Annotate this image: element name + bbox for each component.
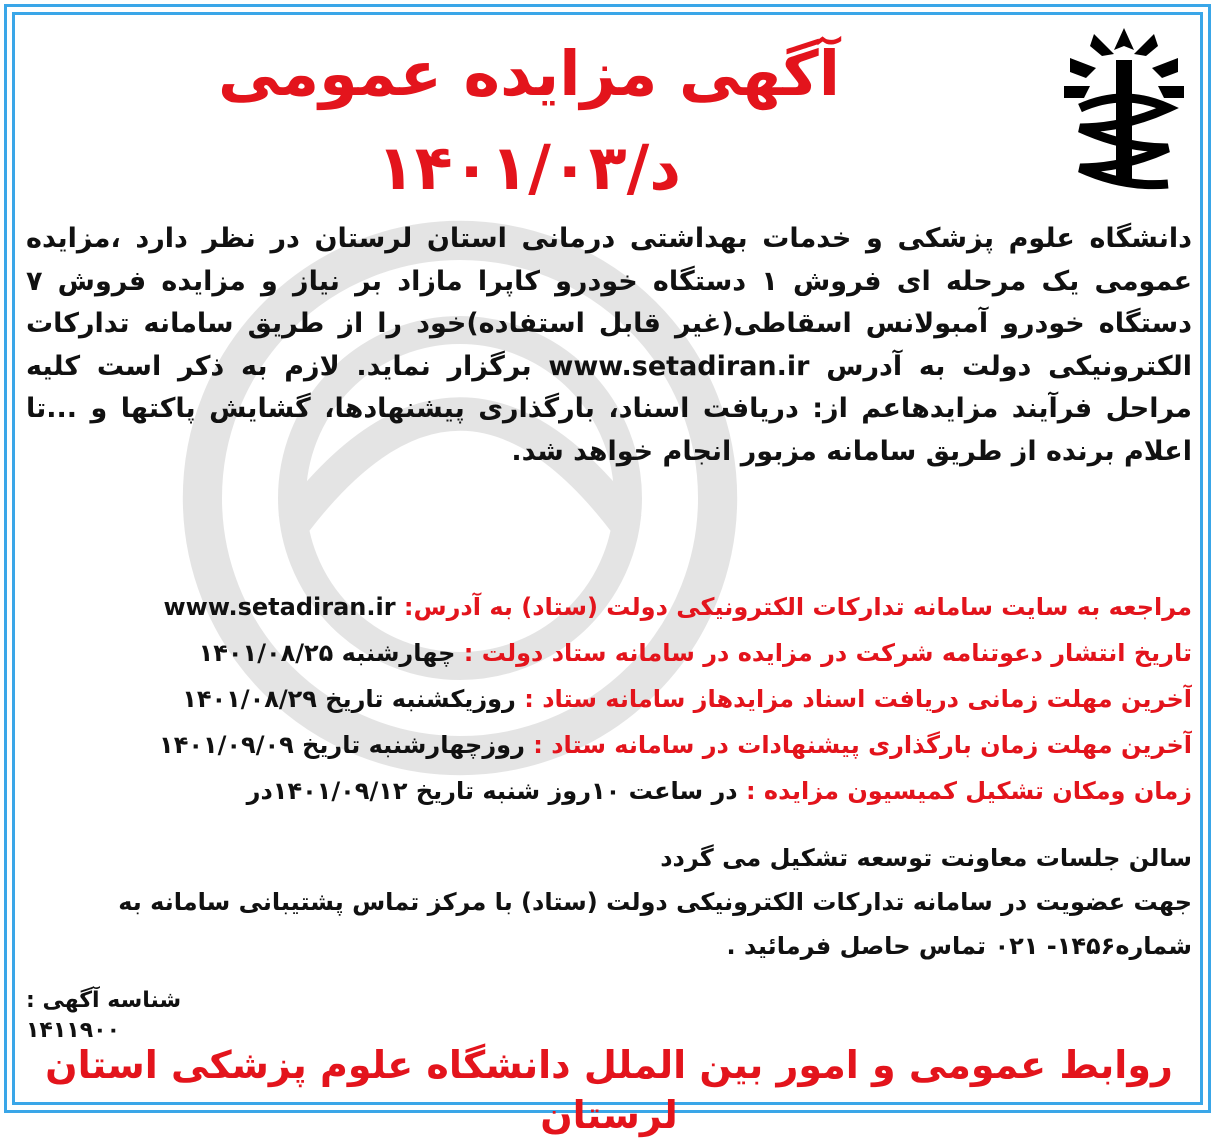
info-value: در ساعت ۱۰روز شنبه تاریخ ۱۴۰۱/۰۹/۱۲در: [246, 777, 738, 805]
info-value: روزیکشنبه تاریخ ۱۴۰۱/۰۸/۲۹: [182, 685, 516, 713]
ad-body: [26, 218, 1192, 473]
body-intro: دانشگاه علوم پزشکی و خدمات بهداشتی درمانی استان لرستان در نظر دارد ،مزایده عمومی یک مرحله ای فروش ۱ دستگاه خودرو کاپرا مازاد بر نیاز و مزایده فروش ۷ دستگاه خودرو آمبولانس اسقاطی(غیر قابل استفاده)خود را از طریق سامانه تدارکات الکترونیکی دولت به آدرس: [26, 223, 1193, 382]
info-website-link[interactable]: www.setadiran.ir: [163, 593, 396, 621]
membership-note: جهت عضویت در سامانه تدارکات الکترونیکی دولت (ستاد) با مرکز تماس پشتیبانی سامانه به شماره۱۴۵۶- ۰۲۱ تماس حاصل فرمائید .: [118, 888, 1192, 960]
info-label: زمان ومکان تشکیل کمیسیون مزایده :: [745, 777, 1192, 805]
ad-id-value: ۱۴۱۱۹۰۰: [26, 1018, 120, 1043]
publisher-footer: روابط عمومی و امور بین الملل دانشگاه علوم پزشکی استان لرستان: [45, 1043, 1173, 1137]
info-label: آخرین مهلت زمان بارگذاری پیشنهادات در سامانه ستاد :: [533, 731, 1192, 759]
advertisement: [20, 18, 1198, 1137]
ad-id: [26, 986, 306, 1046]
info-value: چهارشنبه ۱۴۰۱/۰۸/۲۵: [198, 639, 456, 667]
info-upload-deadline: [26, 722, 1192, 768]
info-commission-time: [26, 768, 1192, 814]
info-label: آخرین مهلت زمانی دریافت اسناد مزایدهاز سامانه ستاد :: [524, 685, 1192, 713]
info-value: روزچهارشنبه تاریخ ۱۴۰۱/۰۹/۰۹: [159, 731, 525, 759]
university-emblem-icon: [1060, 24, 1188, 194]
extra-notes: [26, 836, 1192, 968]
body-website-link[interactable]: www.setadiran.ir: [548, 350, 810, 382]
info-list: [26, 584, 1192, 814]
ad-title: آگهی مزایده عمومی: [218, 37, 840, 110]
ad-number: د/۱۴۰۱/۰۳: [376, 131, 682, 204]
info-document-deadline: [26, 676, 1192, 722]
commission-location: سالن جلسات معاونت توسعه تشکیل می گردد: [660, 844, 1192, 872]
info-publish-date: [26, 630, 1192, 676]
info-label: مراجعه به سایت سامانه تدارکات الکترونیکی دولت (ستاد) به آدرس:: [403, 593, 1192, 621]
body-details: برگزار نماید. لازم به ذکر است کلیه مراحل فرآیند مزایدهاعم از: دریافت اسناد، بارگذاری پیشنهادها، گشایش پاکتها و ...تا اعلام برنده از طریق سامانه مزبور انجام خواهد شد.: [26, 350, 1192, 467]
ad-id-label: شناسه آگهی :: [26, 988, 182, 1013]
info-website: [26, 584, 1192, 630]
info-label: تاریخ انتشار دعوتنامه شرکت در مزایده در سامانه ستاد دولت :: [463, 639, 1192, 667]
